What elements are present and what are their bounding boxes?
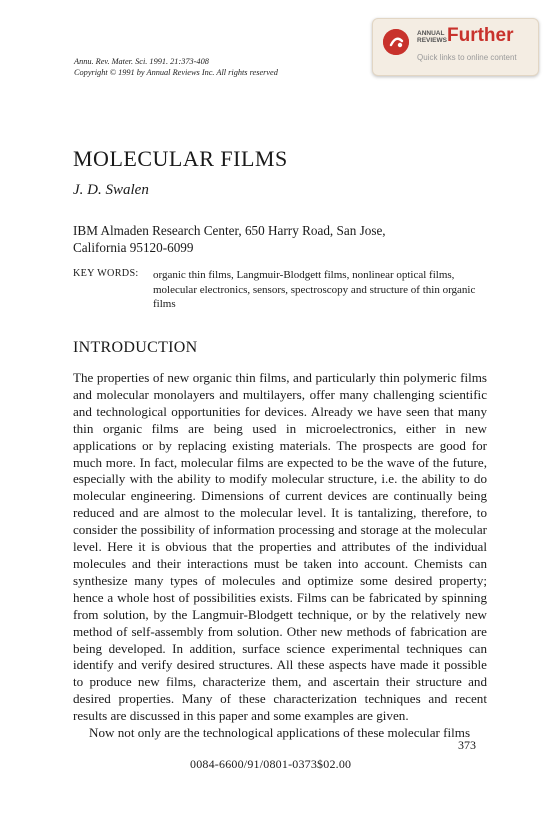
brand-line-2: REVIEWS — [417, 37, 447, 44]
citation-line-1: Annu. Rev. Mater. Sci. 1991. 21:373-408 — [74, 57, 209, 66]
brand-line-1: ANNUAL — [417, 30, 445, 37]
keywords-label: KEY WORDS: — [73, 268, 139, 279]
citation-line-2: Copyright © 1991 by Annual Reviews Inc. All rights reserved — [74, 68, 278, 77]
journal-citation — [74, 56, 278, 78]
article-title: MOLECULAR FILMS — [73, 146, 288, 171]
author-name: J. D. Swalen — [73, 182, 149, 198]
further-link[interactable]: Further — [447, 25, 514, 46]
footer-code: 0084-6600/91/0801-0373$02.00 — [190, 757, 352, 771]
annual-reviews-brand — [417, 30, 447, 44]
body-paragraph-2: Now not only are the technological applications of these molecular films — [89, 725, 471, 741]
page-number: 373 — [458, 738, 476, 752]
quick-links-caption: Quick links to online content — [417, 53, 517, 62]
keywords-list: organic thin films, Langmuir-Blodgett films, nonlinear optical films, molecular electronics, sensors, spectroscopy and structure of thin organic films — [153, 269, 476, 310]
article-body — [73, 370, 487, 742]
annual-reviews-logo-icon — [383, 29, 409, 55]
body-paragraph-1: The properties of new organic thin films, and particularly thin polymeric films and molecular monolayers and multilayers, offer many challenging scientific and technological opportunities for devices. Already we have seen that many thin organic films are being used in microelectronics, either in new applications or by replacing existing materials. The prospects are good for much more. In fact, molecular films are expected to be the wave of the future, especially with the ability to modify molecular structure, i.e. the ability to do molecular engineering. Dimensions of current devices are continually being reduced and are almost to the molecular level. It is tantalizing, therefore, to consider the possibility of information processing and storage at the molecular level. Here it is obvious that the properties and attributes of the individual molecules and their interactions must be taken into account. Chemists can synthesize many types of molecules and optimize some desired property; hence a whole host of possibilities exists. Films can be fabricated by spinning from solution, by the Langmuir-Blodgett technique, or by the relatively new method of self-assembly from solution. Other new methods of fabrication are being developed. In addition, surface science experimental techniques can identify and verify desired structures. All these aspects have made it possible to produce new films, characterize them, and ascertain their structure and desired properties. Many of these characterization techniques and recent results are discussed in this paper and some examples are given. — [73, 370, 487, 724]
author-affiliation: IBM Almaden Research Center, 650 Harry Road, San Jose, California 95120-6099 — [73, 223, 386, 255]
further-links-banner[interactable] — [372, 18, 539, 76]
section-heading: INTRODUCTION — [73, 339, 198, 356]
